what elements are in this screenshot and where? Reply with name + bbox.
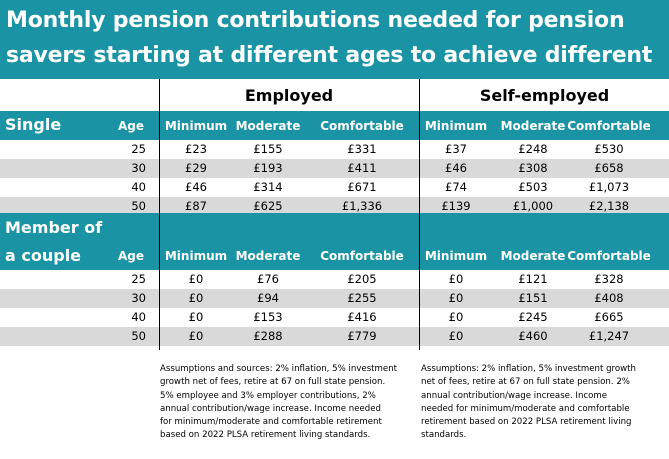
- self-employed-value-cell: £248: [518, 142, 548, 156]
- age-header: Age: [117, 119, 144, 133]
- table-row: [0, 178, 669, 197]
- employed-value-cell: £205: [347, 272, 377, 286]
- comfortable-header: Comfortable: [320, 119, 404, 133]
- employed-value-cell: £23: [185, 142, 207, 156]
- table-row: [0, 327, 669, 346]
- divider-middle: [419, 79, 420, 350]
- age-header: Age: [117, 249, 144, 263]
- employed-value-cell: £0: [188, 310, 204, 324]
- self-employed-value-cell: £308: [518, 161, 548, 175]
- self-employed-value-cell: £46: [445, 161, 467, 175]
- minimum-header: Minimum: [424, 249, 488, 263]
- single-header-band: [0, 111, 669, 140]
- age-cell: 50: [131, 329, 146, 343]
- employed-value-cell: £155: [253, 142, 283, 156]
- note-line: annual contribution/wage increase. Income: [421, 390, 608, 401]
- comfortable-header: Comfortable: [567, 119, 651, 133]
- self-employed-heading: Self-employed: [479, 86, 610, 105]
- note-line: based on 2022 PLSA retirement living standards.: [160, 430, 371, 441]
- self-employed-value-cell: £328: [594, 272, 624, 286]
- age-cell: 30: [131, 291, 146, 305]
- title-line-2: savers starting at different ages to achieve different: [6, 43, 653, 68]
- employed-value-cell: £255: [347, 291, 377, 305]
- employed-value-cell: £411: [347, 161, 377, 175]
- couple-group-label: Member of: [5, 218, 103, 237]
- moderate-header: Moderate: [235, 119, 301, 133]
- self-employed-value-cell: £245: [518, 310, 548, 324]
- employed-value-cell: £46: [185, 180, 207, 194]
- age-cell: 25: [131, 272, 146, 286]
- table-row: [0, 270, 669, 289]
- self-employed-value-cell: £0: [448, 329, 464, 343]
- moderate-header: Moderate: [235, 249, 301, 263]
- table-row: [0, 159, 669, 178]
- age-cell: 25: [131, 142, 146, 156]
- couple-header-band: [0, 213, 669, 270]
- employed-value-cell: £1,336: [341, 199, 383, 213]
- table-row: [0, 308, 669, 327]
- employed-value-cell: £288: [253, 329, 283, 343]
- self-employed-value-cell: £1,000: [512, 199, 554, 213]
- employed-value-cell: £76: [257, 272, 279, 286]
- age-cell: 50: [131, 199, 146, 213]
- table-row: [0, 140, 669, 159]
- self-employed-value-cell: £151: [518, 291, 548, 305]
- title-line-1: Monthly pension contributions needed for pension: [6, 8, 625, 33]
- age-cell: 40: [131, 310, 146, 324]
- self-employed-value-cell: £2,138: [588, 199, 630, 213]
- employed-value-cell: £94: [257, 291, 279, 305]
- self-employed-value-cell: £460: [518, 329, 548, 343]
- note-line: for minimum/moderate and comfortable retirement: [160, 417, 382, 428]
- note-line: 5% employee and 3% employer contributions, 2%: [160, 390, 376, 401]
- employed-value-cell: £671: [347, 180, 377, 194]
- self-employed-value-cell: £0: [448, 310, 464, 324]
- comfortable-header: Comfortable: [320, 249, 404, 263]
- self-employed-value-cell: £665: [594, 310, 624, 324]
- age-cell: 30: [131, 161, 146, 175]
- employed-value-cell: £416: [347, 310, 377, 324]
- note-line: Assumptions and sources: 2% inflation, 5% investment: [160, 364, 398, 374]
- moderate-header: Moderate: [500, 119, 566, 133]
- note-line: Assumptions: 2% inflation, 5% investment growth: [421, 364, 637, 374]
- divider-left: [159, 79, 160, 350]
- note-line: growth net of fees, retire at 67 on full state pension.: [160, 377, 386, 388]
- self-employed-value-cell: £408: [594, 291, 624, 305]
- self-employed-value-cell: £37: [445, 142, 467, 156]
- minimum-header: Minimum: [164, 119, 228, 133]
- couple-group-label: a couple: [5, 246, 82, 265]
- self-employed-value-cell: £0: [448, 291, 464, 305]
- employed-value-cell: £0: [188, 329, 204, 343]
- moderate-header: Moderate: [500, 249, 566, 263]
- employed-value-cell: £779: [347, 329, 377, 343]
- self-employed-value-cell: £530: [594, 142, 624, 156]
- note-line: net of fees, retire at 67 on full state pension. 2%: [421, 377, 630, 388]
- employed-value-cell: £153: [253, 310, 283, 324]
- employed-value-cell: £0: [188, 291, 204, 305]
- minimum-header: Minimum: [164, 249, 228, 263]
- note-line: needed for minimum/moderate and comfortable: [421, 403, 630, 414]
- title-banner: [0, 0, 669, 79]
- note-line: retirement based on 2022 PLSA retirement living: [421, 417, 632, 428]
- employed-value-cell: £193: [253, 161, 283, 175]
- table-row: [0, 289, 669, 308]
- self-employed-value-cell: £1,247: [588, 329, 630, 343]
- employed-value-cell: £331: [347, 142, 377, 156]
- comfortable-header: Comfortable: [567, 249, 651, 263]
- employed-assumptions-note: [160, 363, 416, 443]
- self-employed-value-cell: £1,073: [588, 180, 630, 194]
- employed-value-cell: £0: [188, 272, 204, 286]
- note-line: annual contribution/wage increase. Income needed: [160, 403, 381, 414]
- self-employed-value-cell: £74: [445, 180, 467, 194]
- self-employed-assumptions-note: [421, 363, 667, 443]
- employed-value-cell: £314: [253, 180, 283, 194]
- self-employed-value-cell: £121: [518, 272, 548, 286]
- employed-heading: Employed: [244, 86, 334, 105]
- minimum-header: Minimum: [424, 119, 488, 133]
- note-line: standards.: [421, 430, 467, 441]
- self-employed-value-cell: £503: [518, 180, 548, 194]
- self-employed-value-cell: £658: [594, 161, 624, 175]
- self-employed-value-cell: £139: [441, 199, 471, 213]
- single-group-label: Single: [5, 115, 62, 134]
- employed-value-cell: £625: [253, 199, 283, 213]
- employed-value-cell: £87: [185, 199, 207, 213]
- self-employed-value-cell: £0: [448, 272, 464, 286]
- employed-value-cell: £29: [185, 161, 207, 175]
- age-cell: 40: [131, 180, 146, 194]
